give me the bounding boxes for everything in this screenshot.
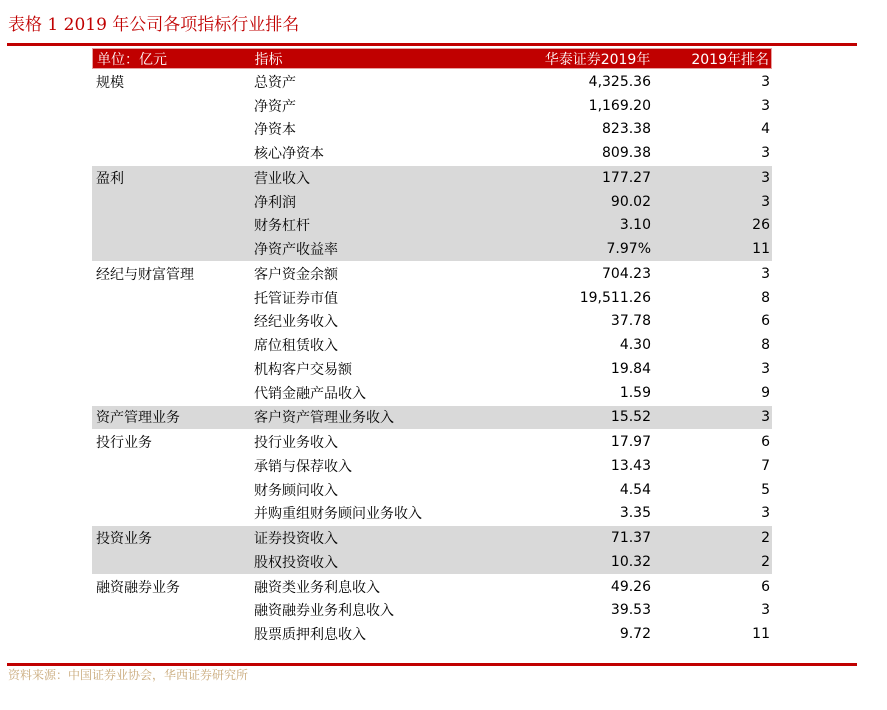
rank-cell: 3	[761, 505, 770, 522]
indicator-cell: 净资本	[254, 122, 296, 139]
table-row	[92, 478, 772, 502]
rank-cell: 3	[761, 602, 770, 619]
indicator-cell: 并购重组财务顾问业务收入	[254, 506, 422, 523]
header-unit: 单位：亿元	[97, 51, 167, 68]
value-cell: 10.32	[610, 553, 651, 570]
table-caption: 表格 1 2019 年公司各项指标行业排名	[8, 15, 300, 35]
category-cell: 规模	[96, 74, 124, 91]
table-row	[92, 454, 772, 478]
indicator-cell: 股票质押利息收入	[254, 627, 366, 644]
value-cell: 809.38	[602, 145, 651, 162]
value-cell: 4,325.36	[588, 73, 651, 90]
top-divider	[7, 43, 857, 46]
table-row	[92, 575, 772, 599]
category-cell: 投行业务	[96, 435, 152, 452]
rank-cell: 3	[761, 73, 770, 90]
rank-cell: 6	[761, 434, 770, 451]
table-row	[92, 502, 772, 526]
source-note: 资料来源：中国证券业协会，华西证券研究所	[8, 668, 249, 682]
rank-cell: 11	[752, 626, 770, 643]
table-row	[92, 406, 772, 430]
indicator-cell: 股权投资收入	[254, 554, 338, 571]
indicator-cell: 核心净资本	[254, 146, 324, 163]
ranking-table	[92, 48, 772, 646]
header-rank: 2019年排名	[691, 51, 769, 68]
row-group	[92, 70, 772, 165]
value-cell: 9.72	[619, 626, 651, 643]
rank-cell: 3	[761, 265, 770, 282]
table-row	[92, 141, 772, 165]
table-header	[92, 48, 772, 69]
table-row	[92, 118, 772, 142]
value-cell: 3.10	[619, 217, 651, 234]
row-group	[92, 430, 772, 525]
rank-cell: 3	[761, 97, 770, 114]
value-cell: 7.97%	[606, 241, 651, 258]
indicator-cell: 机构客户交易额	[254, 361, 352, 378]
value-cell: 49.26	[610, 578, 651, 595]
table-row	[92, 214, 772, 238]
row-group	[92, 575, 772, 646]
category-cell: 盈利	[96, 170, 124, 187]
table-row	[92, 550, 772, 574]
indicator-cell: 净资产收益率	[254, 242, 338, 259]
indicator-cell: 财务杠杆	[254, 218, 310, 235]
value-cell: 4.30	[619, 337, 651, 354]
rank-cell: 5	[761, 481, 770, 498]
indicator-cell: 总资产	[254, 74, 296, 91]
rank-cell: 7	[761, 457, 770, 474]
rank-cell: 8	[761, 289, 770, 306]
row-group	[92, 262, 772, 405]
rank-cell: 3	[761, 145, 770, 162]
rank-cell: 3	[761, 409, 770, 426]
value-cell: 71.37	[610, 530, 651, 547]
indicator-cell: 承销与保荐收入	[254, 458, 352, 475]
value-cell: 3.35	[619, 505, 651, 522]
value-cell: 19.84	[610, 360, 651, 377]
table-row	[92, 599, 772, 623]
rank-cell: 26	[752, 217, 770, 234]
table-row	[92, 262, 772, 286]
indicator-cell: 净利润	[254, 194, 296, 211]
value-cell: 15.52	[610, 409, 651, 426]
indicator-cell: 投行业务收入	[254, 435, 338, 452]
table-row	[92, 70, 772, 94]
table-row	[92, 357, 772, 381]
indicator-cell: 客户资金余额	[254, 266, 338, 283]
rank-cell: 3	[761, 360, 770, 377]
indicator-cell: 席位租赁收入	[254, 338, 338, 355]
rank-cell: 3	[761, 169, 770, 186]
indicator-cell: 融资类业务利息收入	[254, 579, 380, 596]
table-row	[92, 526, 772, 550]
row-group	[92, 526, 772, 574]
indicator-cell: 营业收入	[254, 170, 310, 187]
table-row	[92, 430, 772, 454]
rank-cell: 3	[761, 193, 770, 210]
table-body	[92, 70, 772, 646]
value-cell: 13.43	[610, 457, 651, 474]
rank-cell: 6	[761, 313, 770, 330]
category-cell: 融资融券业务	[96, 579, 180, 596]
header-value: 华泰证券2019年	[544, 51, 651, 68]
indicator-cell: 托管证券市值	[254, 290, 338, 307]
category-cell: 投资业务	[96, 531, 152, 548]
value-cell: 17.97	[610, 434, 651, 451]
table-row	[92, 286, 772, 310]
row-group	[92, 166, 772, 261]
value-cell: 4.54	[619, 481, 651, 498]
value-cell: 39.53	[610, 602, 651, 619]
value-cell: 37.78	[610, 313, 651, 330]
row-group	[92, 406, 772, 430]
table-row	[92, 166, 772, 190]
indicator-cell: 证券投资收入	[254, 531, 338, 548]
rank-cell: 9	[761, 384, 770, 401]
table-row	[92, 381, 772, 405]
indicator-cell: 财务顾问收入	[254, 482, 338, 499]
indicator-cell: 融资融券业务利息收入	[254, 603, 394, 620]
table-row	[92, 622, 772, 646]
value-cell: 1,169.20	[588, 97, 651, 114]
value-cell: 177.27	[602, 169, 651, 186]
value-cell: 90.02	[610, 193, 651, 210]
value-cell: 1.59	[619, 384, 651, 401]
header-indicator: 指标	[254, 51, 283, 68]
table-row	[92, 190, 772, 214]
indicator-cell: 经纪业务收入	[254, 314, 338, 331]
rank-cell: 4	[761, 121, 770, 138]
indicator-cell: 净资产	[254, 98, 296, 115]
rank-cell: 6	[761, 578, 770, 595]
indicator-cell: 客户资产管理业务收入	[254, 410, 394, 427]
rank-cell: 2	[761, 530, 770, 547]
value-cell: 823.38	[602, 121, 651, 138]
value-cell: 704.23	[602, 265, 651, 282]
table-row	[92, 94, 772, 118]
category-cell: 经纪与财富管理	[96, 266, 194, 283]
table-row	[92, 310, 772, 334]
rank-cell: 11	[752, 241, 770, 258]
value-cell: 19,511.26	[579, 289, 651, 306]
table-row	[92, 333, 772, 357]
table-row	[92, 237, 772, 261]
category-cell: 资产管理业务	[96, 410, 180, 427]
indicator-cell: 代销金融产品收入	[254, 385, 366, 402]
rank-cell: 2	[761, 553, 770, 570]
rank-cell: 8	[761, 337, 770, 354]
